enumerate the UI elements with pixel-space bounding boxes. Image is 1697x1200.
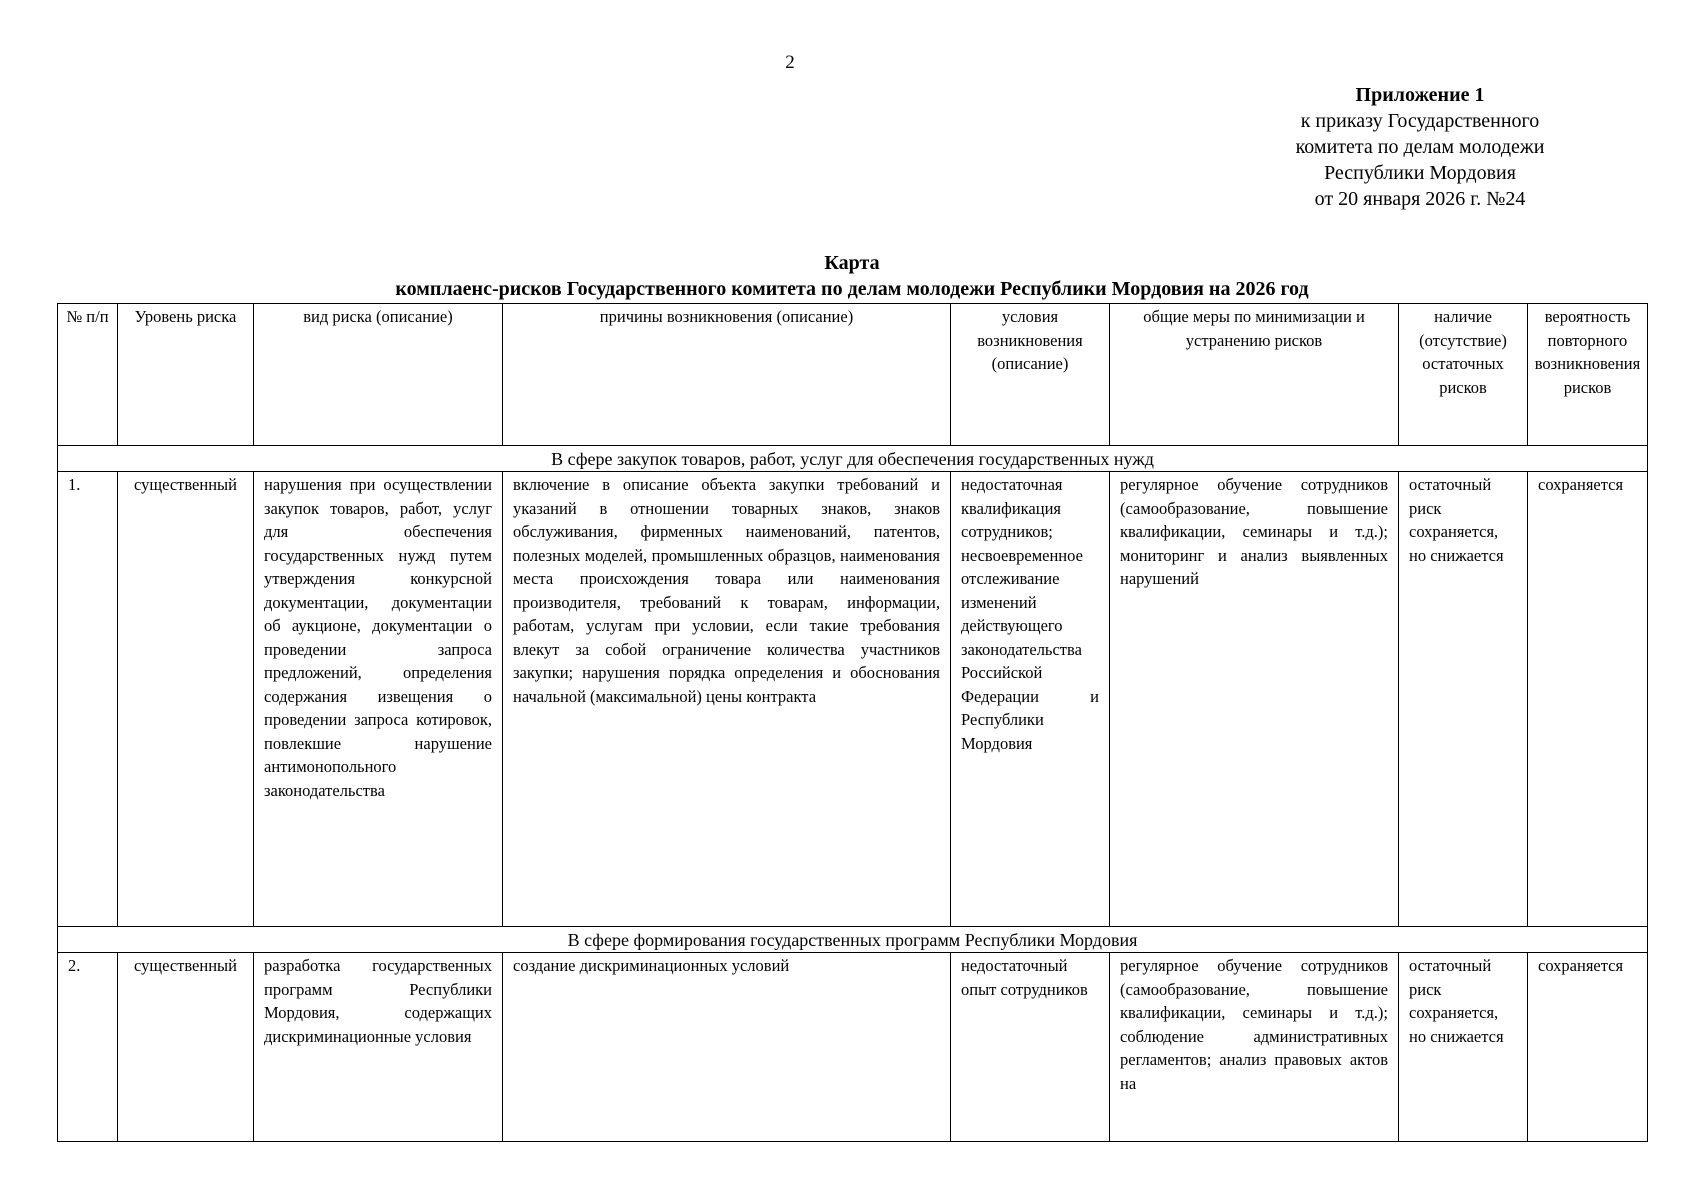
page-number: 2 [785,52,795,73]
table-row [58,953,1648,1142]
cell-level: существенный [118,472,254,927]
section-title: В сфере закупок товаров, работ, услуг для обеспечения государственных нужд [58,446,1648,472]
cell-num: 2. [58,953,118,1142]
cell-conditions: недостаточный опыт сотрудников [951,953,1110,1142]
header-conditions: условия возникновения (описание) [951,304,1110,446]
header-level: Уровень риска [118,304,254,446]
table-row [58,472,1648,927]
cell-measures-text: регулярное обучение сотрудников (самообразование, повышение квалификации, семинары и т.д.); соблюдение административных регламентов; анализ правовых актов на [1120,956,1388,1093]
cell-measures: регулярное обучение сотрудников (самообразование, повышение квалификации, семинары и т.д.); мониторинг и анализ выявленных нарушений [1110,472,1399,927]
header-probability: вероятность повторного возникновения рисков [1528,304,1648,446]
header-measures: общие меры по минимизации и устранению рисков [1110,304,1399,446]
section-row [58,446,1648,472]
document-title-line1: Карта [824,252,880,274]
appendix-line: комитета по делам молодежи [1295,136,1545,158]
header-residual: наличие (отсутствие) остаточных рисков [1399,304,1528,446]
appendix-date-line: от 20 января 2026 г. №24 [1314,188,1526,210]
cell-risk-type: нарушения при осуществлении закупок товаров, работ, услуг для обеспечения государственных нужд путем утверждения конкурсной документации, документации об аукционе, документации о проведении запроса предложений, определения содержания извещения о проведении запроса котировок, повлекшие нарушение антимонопольного законодательства [254,472,503,927]
cell-measures [1110,953,1399,1142]
appendix-line: Республики Мордовия [1324,162,1516,184]
cell-causes: создание дискриминационных условий [503,953,951,1142]
document-title-line2: комплаенс-рисков Государственного комитета по делам молодежи Республики Мордовия на 2026 год [395,278,1309,300]
header-risk-type: вид риска (описание) [254,304,503,446]
cell-probability: сохраняется [1528,953,1648,1142]
cell-risk-type: разработка государственных программ Республики Мордовия, содержащих дискриминационные условия [254,953,503,1142]
table-header-row [58,304,1648,446]
cell-conditions: недостаточная квалификация сотрудников; несвоевременное отслеживание изменений действующего законодательства Российской Федерации и Республики Мордовия [951,472,1110,927]
section-row [58,927,1648,953]
appendix-block [1250,82,1590,212]
section-title: В сфере формирования государственных программ Республики Мордовия [58,927,1648,953]
appendix-line: к приказу Государственного [1300,110,1540,132]
appendix-title: Приложение 1 [1355,84,1485,106]
risk-map-table [57,303,1648,1142]
header-causes: причины возникновения (описание) [503,304,951,446]
document-title [57,250,1647,302]
cell-residual: остаточный риск сохраняется, но снижается [1399,472,1528,927]
header-num: № п/п [58,304,118,446]
cell-residual: остаточный риск сохраняется, но снижается [1399,953,1528,1142]
cell-level: существенный [118,953,254,1142]
cell-causes: включение в описание объекта закупки требований и указаний в отношении товарных знаков, знаков обслуживания, фирменных наименований, патентов, полезных моделей, промышленных образцов, наименования места происхождения товара или наименования производителя, требований к товарам, информации, работам, услугам при условии, если такие требования влекут за собой ограничение количества участников закупки; нарушения порядка определения и обоснования начальной (максимальной) цены контракта [503,472,951,927]
cell-probability: сохраняется [1528,472,1648,927]
cell-num: 1. [58,472,118,927]
